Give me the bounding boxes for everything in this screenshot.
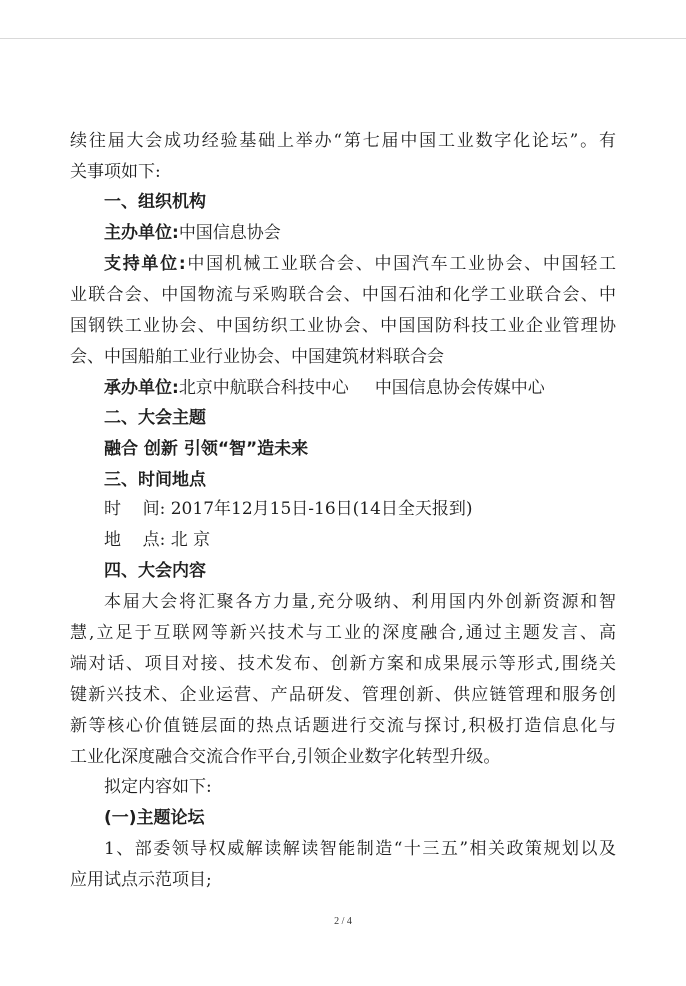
section-heading: 三、时间地点 <box>104 470 206 490</box>
paragraph-line: 工业化深度融合交流合作平台,引领企业数字化转型升级。 <box>70 747 501 767</box>
location-line: 地 点: 北 京 <box>104 530 211 550</box>
time-line: 时 间: 2017年12月15日-16日(14日全天报到) <box>104 499 473 519</box>
undertaker-value-2: 中国信息协会传媒中心 <box>374 378 545 398</box>
section-heading: 二、大会主题 <box>104 408 206 428</box>
paragraph-line: 新等核心价值链层面的热点话题进行交流与探讨,积极打造信息化与 <box>70 716 616 736</box>
supporter-line <box>104 252 616 276</box>
organizer-value: 中国信息协会 <box>178 223 281 243</box>
undertaker-value-1: 北京中航联合科技中心 <box>178 378 349 398</box>
paragraph-line: 业联合会、中国物流与采购联合会、中国石油和化学工业联合会、中 <box>70 285 616 305</box>
undertaker-label: 承办单位: <box>104 378 179 398</box>
organizer-line <box>104 221 650 245</box>
supporter-label: 支持单位: <box>104 254 186 274</box>
paragraph-line: 应用试点示范项目; <box>70 870 212 890</box>
paragraph-line: 1、部委领导权威解读解读智能制造“十三五”相关政策规划以及 <box>104 839 616 859</box>
paragraph-line: 关事项如下: <box>70 162 161 182</box>
paragraph-line: 键新兴技术、企业运营、产品研发、管理创新、供应链管理和服务创 <box>70 685 616 705</box>
paragraph-line: 慧,立足于互联网等新兴技术与工业的深度融合,通过主题发言、高 <box>70 623 616 643</box>
paragraph-line: 会、中国船舶工业行业协会、中国建筑材料联合会 <box>70 347 444 367</box>
page-number: 2 / 4 <box>334 916 352 927</box>
paragraph-line: 续往届大会成功经验基础上举办“第七届中国工业数字化论坛”。有 <box>70 131 616 151</box>
scan-edge <box>0 38 686 39</box>
supporter-value: 中国机械工业联合会、中国汽车工业协会、中国轻工 <box>185 254 617 274</box>
section-heading: 一、组织机构 <box>104 192 206 212</box>
paragraph-line: 拟定内容如下: <box>104 777 212 797</box>
undertaker-line <box>104 376 650 400</box>
subsection-heading: (一)主题论坛 <box>104 808 205 828</box>
paragraph-line: 本届大会将汇聚各方力量,充分吸纳、利用国内外创新资源和智 <box>104 592 616 612</box>
section-heading: 四、大会内容 <box>104 561 206 581</box>
paragraph-line: 国钢铁工业协会、中国纺织工业协会、中国国防科技工业企业管理协 <box>70 316 616 336</box>
paragraph-line: 端对话、项目对接、技术发布、创新方案和成果展示等形式,围绕关 <box>70 654 616 674</box>
conference-theme: 融合 创新 引领“智”造未来 <box>104 439 309 459</box>
organizer-label: 主办单位: <box>104 223 179 243</box>
